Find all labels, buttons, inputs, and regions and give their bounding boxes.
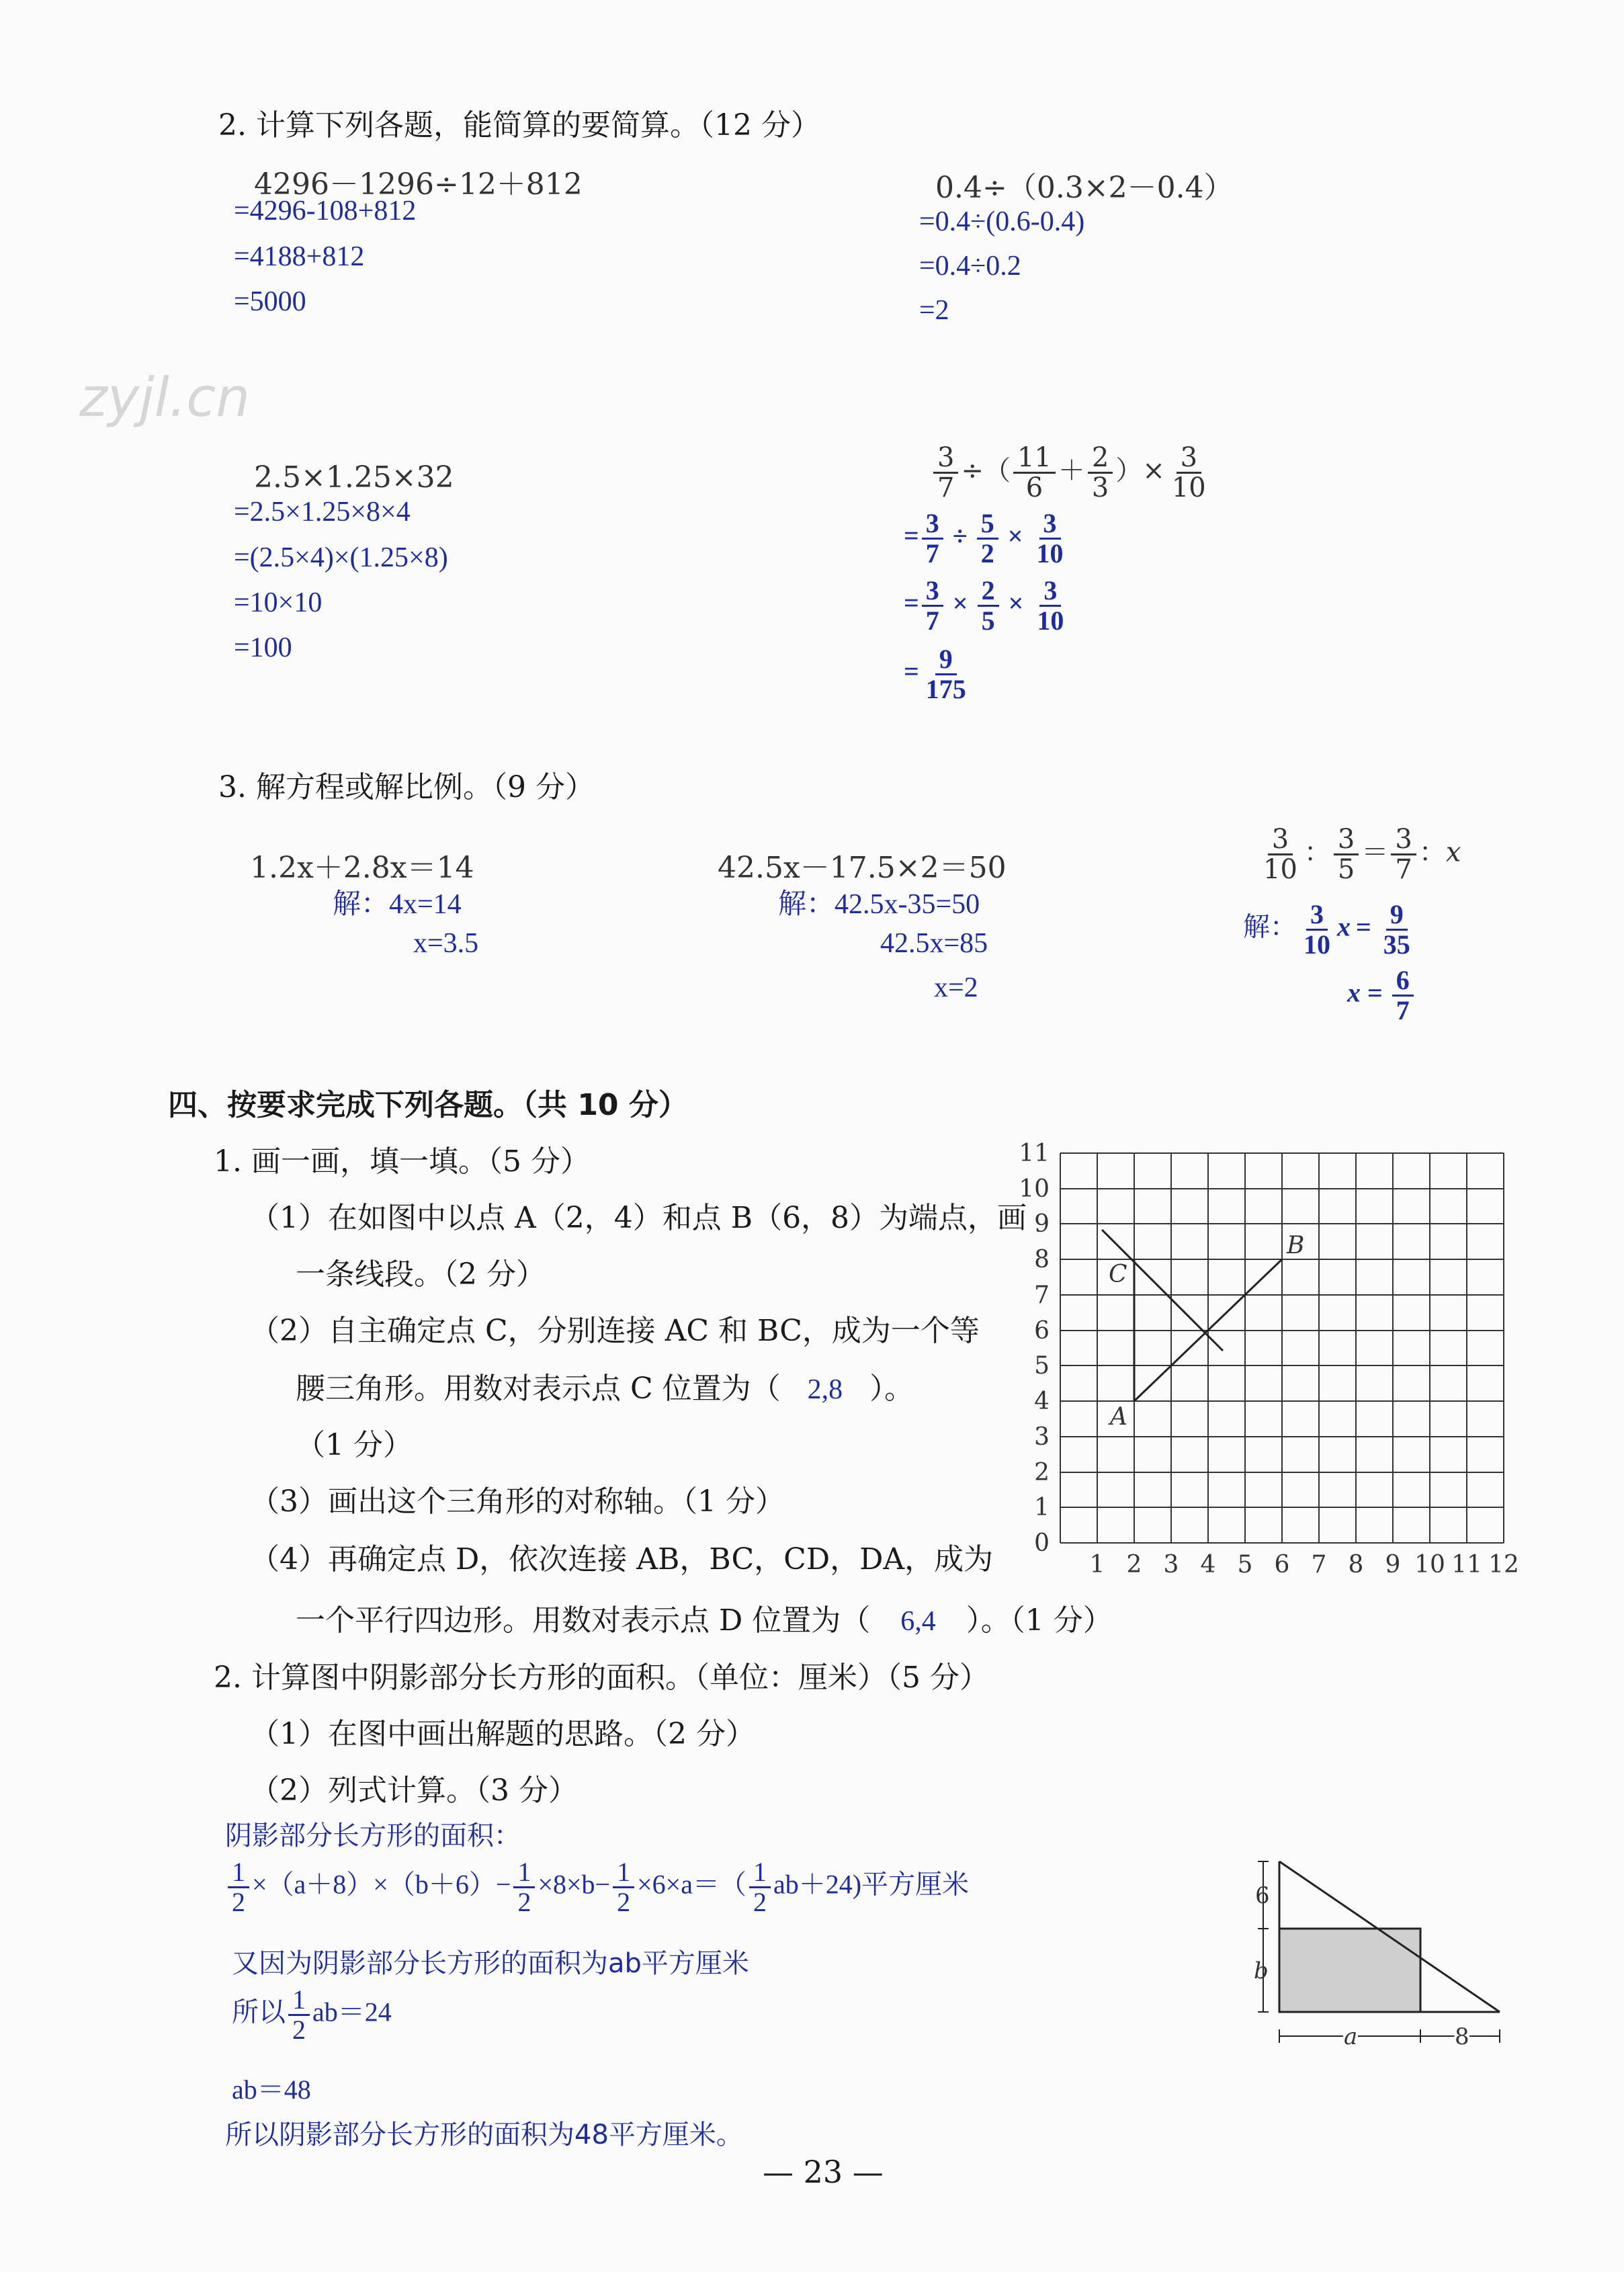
q3-e2-problem: 42.5x－17.5×2＝50 xyxy=(718,851,1007,885)
q2-p1-problem: 4296－1296÷12＋812 xyxy=(254,167,583,202)
s4-q2-answer: 所以阴影部分长方形的面积为48平方厘米。 xyxy=(225,2119,743,2150)
q2-p1-step: =4188+812 xyxy=(234,241,365,272)
q3-e2-step: x=2 xyxy=(934,972,978,1003)
q3-e3-problem: $\frac{3}{10}$ ： $\frac{3}{5}$ ＝ $\frac{3}{7}$ ：x xyxy=(1263,824,1461,885)
q2-p4-problem: $\frac{3}{7}$ ÷（ $\frac{11}{6}$ ＋ $\frac{2}{3}$ ）× $\frac{3}{10}$ xyxy=(931,444,1213,502)
q2-title: 2. 计算下列各题，能简算的要简算。（12 分） xyxy=(218,108,820,142)
point-c-label: C xyxy=(1109,1261,1127,1288)
s4-q1-item: 一条线段。（2 分） xyxy=(296,1257,546,1292)
s4-q1-item: 腰三角形。用数对表示点 C 位置为（ 2,8 ）。 xyxy=(296,1372,914,1406)
q2-p4-step: = $\frac{3}{7}$ × $\frac{2}{5}$ × $\frac{3}{10}$ xyxy=(904,575,1064,636)
s4-q2-title: 2. 计算图中阴影部分长方形的面积。（单位：厘米）（5 分） xyxy=(214,1660,989,1695)
s4-q2-answer: $\frac{1}{2}$ ×（a＋8）×（b＋6）− $\frac{1}{2}$ ×8×b− $\frac{1}{2}$ ×6×a＝（ $\frac{1}{2}$ ab＋24)平方厘米 xyxy=(225,1858,969,1917)
shaded-rectangle xyxy=(1279,1929,1420,2012)
s4-q2-answer: 又因为阴影部分长方形的面积为ab平方厘米 xyxy=(232,1948,749,1979)
x-tick: 9 xyxy=(1385,1551,1401,1579)
dim-label-6: 6 xyxy=(1255,1882,1270,1909)
s4-q2-answer: ab＝48 xyxy=(232,2074,311,2105)
y-tick: 2 xyxy=(1034,1459,1050,1486)
x-tick: 5 xyxy=(1237,1551,1253,1579)
s4-q2-item: （2）列式计算。（3 分） xyxy=(250,1773,578,1808)
watermark: zyjl.cn xyxy=(79,366,250,429)
y-tick: 8 xyxy=(1034,1246,1050,1273)
y-tick: 7 xyxy=(1034,1281,1050,1309)
page-number: — 23 — xyxy=(763,2154,884,2190)
q2-p3-step: =(2.5×4)×(1.25×8) xyxy=(234,542,448,573)
point-b-label: B xyxy=(1287,1232,1305,1259)
q2-p3-problem: 2.5×1.25×32 xyxy=(254,460,454,495)
q2-p4-step: = $\frac{9}{175}$ xyxy=(904,644,966,704)
q3-e2-step: 解：42.5x-35=50 xyxy=(778,889,980,920)
s4-q1-title: 1. 画一画，填一填。（5 分） xyxy=(214,1144,590,1179)
x-tick: 4 xyxy=(1200,1551,1216,1579)
x-tick: 10 xyxy=(1414,1551,1445,1579)
q3-e1-problem: 1.2x＋2.8x＝14 xyxy=(250,851,474,885)
q3-e2-step: 42.5x=85 xyxy=(880,928,988,959)
q2-p1-step: =4296-108+812 xyxy=(234,196,417,226)
s4-q1-item: （1）在如图中以点 A（2，4）和点 B（6，8）为端点，画 xyxy=(250,1201,1027,1235)
x-tick: 8 xyxy=(1348,1551,1364,1579)
s4-q1-item: （1 分） xyxy=(296,1428,413,1462)
y-tick: 6 xyxy=(1034,1317,1050,1345)
x-tick: 11 xyxy=(1451,1551,1482,1579)
dim-label-b: b xyxy=(1254,1958,1269,1984)
x-tick: 2 xyxy=(1126,1551,1142,1579)
y-tick: 3 xyxy=(1034,1423,1050,1451)
s4-q1-item: （4）再确定点 D，依次连接 AB，BC，CD，DA，成为 xyxy=(250,1542,994,1576)
q2-p3-step: =100 xyxy=(234,632,292,663)
symmetry-axis xyxy=(1102,1230,1223,1351)
q3-e3-sol: 解： $\frac{3}{10}$ x = $\frac{9}{35}$ xyxy=(1243,899,1410,960)
y-tick: 0 xyxy=(1034,1529,1050,1557)
y-tick: 10 xyxy=(1019,1175,1050,1203)
section4-title: 四、按要求完成下列各题。（共 10 分） xyxy=(168,1088,688,1122)
s4-q1-item: 一个平行四边形。用数对表示点 D 位置为（ 6,4 ）。（1 分） xyxy=(296,1603,1113,1638)
dim-label-a: a xyxy=(1344,2023,1358,2050)
q3-e1-step: 解：4x=14 xyxy=(333,889,462,920)
y-tick: 5 xyxy=(1034,1352,1050,1380)
s4-q2-item: （1）在图中画出解题的思路。（2 分） xyxy=(250,1717,755,1751)
y-tick: 4 xyxy=(1034,1388,1050,1415)
x-tick: 7 xyxy=(1311,1551,1327,1579)
q2-p2-step: =0.4÷0.2 xyxy=(919,251,1021,282)
x-tick: 12 xyxy=(1488,1551,1519,1579)
y-tick: 9 xyxy=(1034,1210,1050,1238)
q2-p3-step: =2.5×1.25×8×4 xyxy=(234,497,411,528)
q3-e3-sol: x = $\frac{6}{7}$ xyxy=(1347,966,1416,1025)
s4-q1-item: （2）自主确定点 C，分别连接 AC 和 BC，成为一个等 xyxy=(250,1314,980,1348)
q2-p1-step: =5000 xyxy=(234,286,306,317)
x-tick: 6 xyxy=(1274,1551,1290,1579)
s4-q2-answer: 所以 $\frac{1}{2}$ ab＝24 xyxy=(232,1984,392,2045)
q2-p2-step: =0.4÷(0.6-0.4) xyxy=(919,206,1085,237)
q3-e1-step: x=3.5 xyxy=(413,928,479,959)
point-a-label: A xyxy=(1110,1403,1127,1431)
x-tick: 1 xyxy=(1089,1551,1105,1579)
coordinate-grid xyxy=(1008,1129,1545,1586)
q3-title: 3. 解方程或解比例。（9 分） xyxy=(218,770,595,804)
x-tick: 3 xyxy=(1163,1551,1179,1579)
q2-p2-step: =2 xyxy=(919,295,949,326)
q2-p2-problem: 0.4÷（0.3×2－0.4） xyxy=(935,171,1234,205)
s4-q2-answer: 阴影部分长方形的面积： xyxy=(225,1820,521,1851)
y-tick: 1 xyxy=(1034,1494,1050,1521)
dim-label-8: 8 xyxy=(1455,2023,1469,2050)
q2-p4-step: = $\frac{3}{7}$ ÷ $\frac{5}{2}$ × $\frac{3}{10}$ xyxy=(904,508,1064,569)
q2-p3-step: =10×10 xyxy=(234,587,323,618)
s4-q1-item: （3）画出这个三角形的对称轴。（1 分） xyxy=(250,1484,785,1519)
triangle-figure xyxy=(1250,1848,1519,2063)
y-tick: 11 xyxy=(1019,1140,1050,1167)
